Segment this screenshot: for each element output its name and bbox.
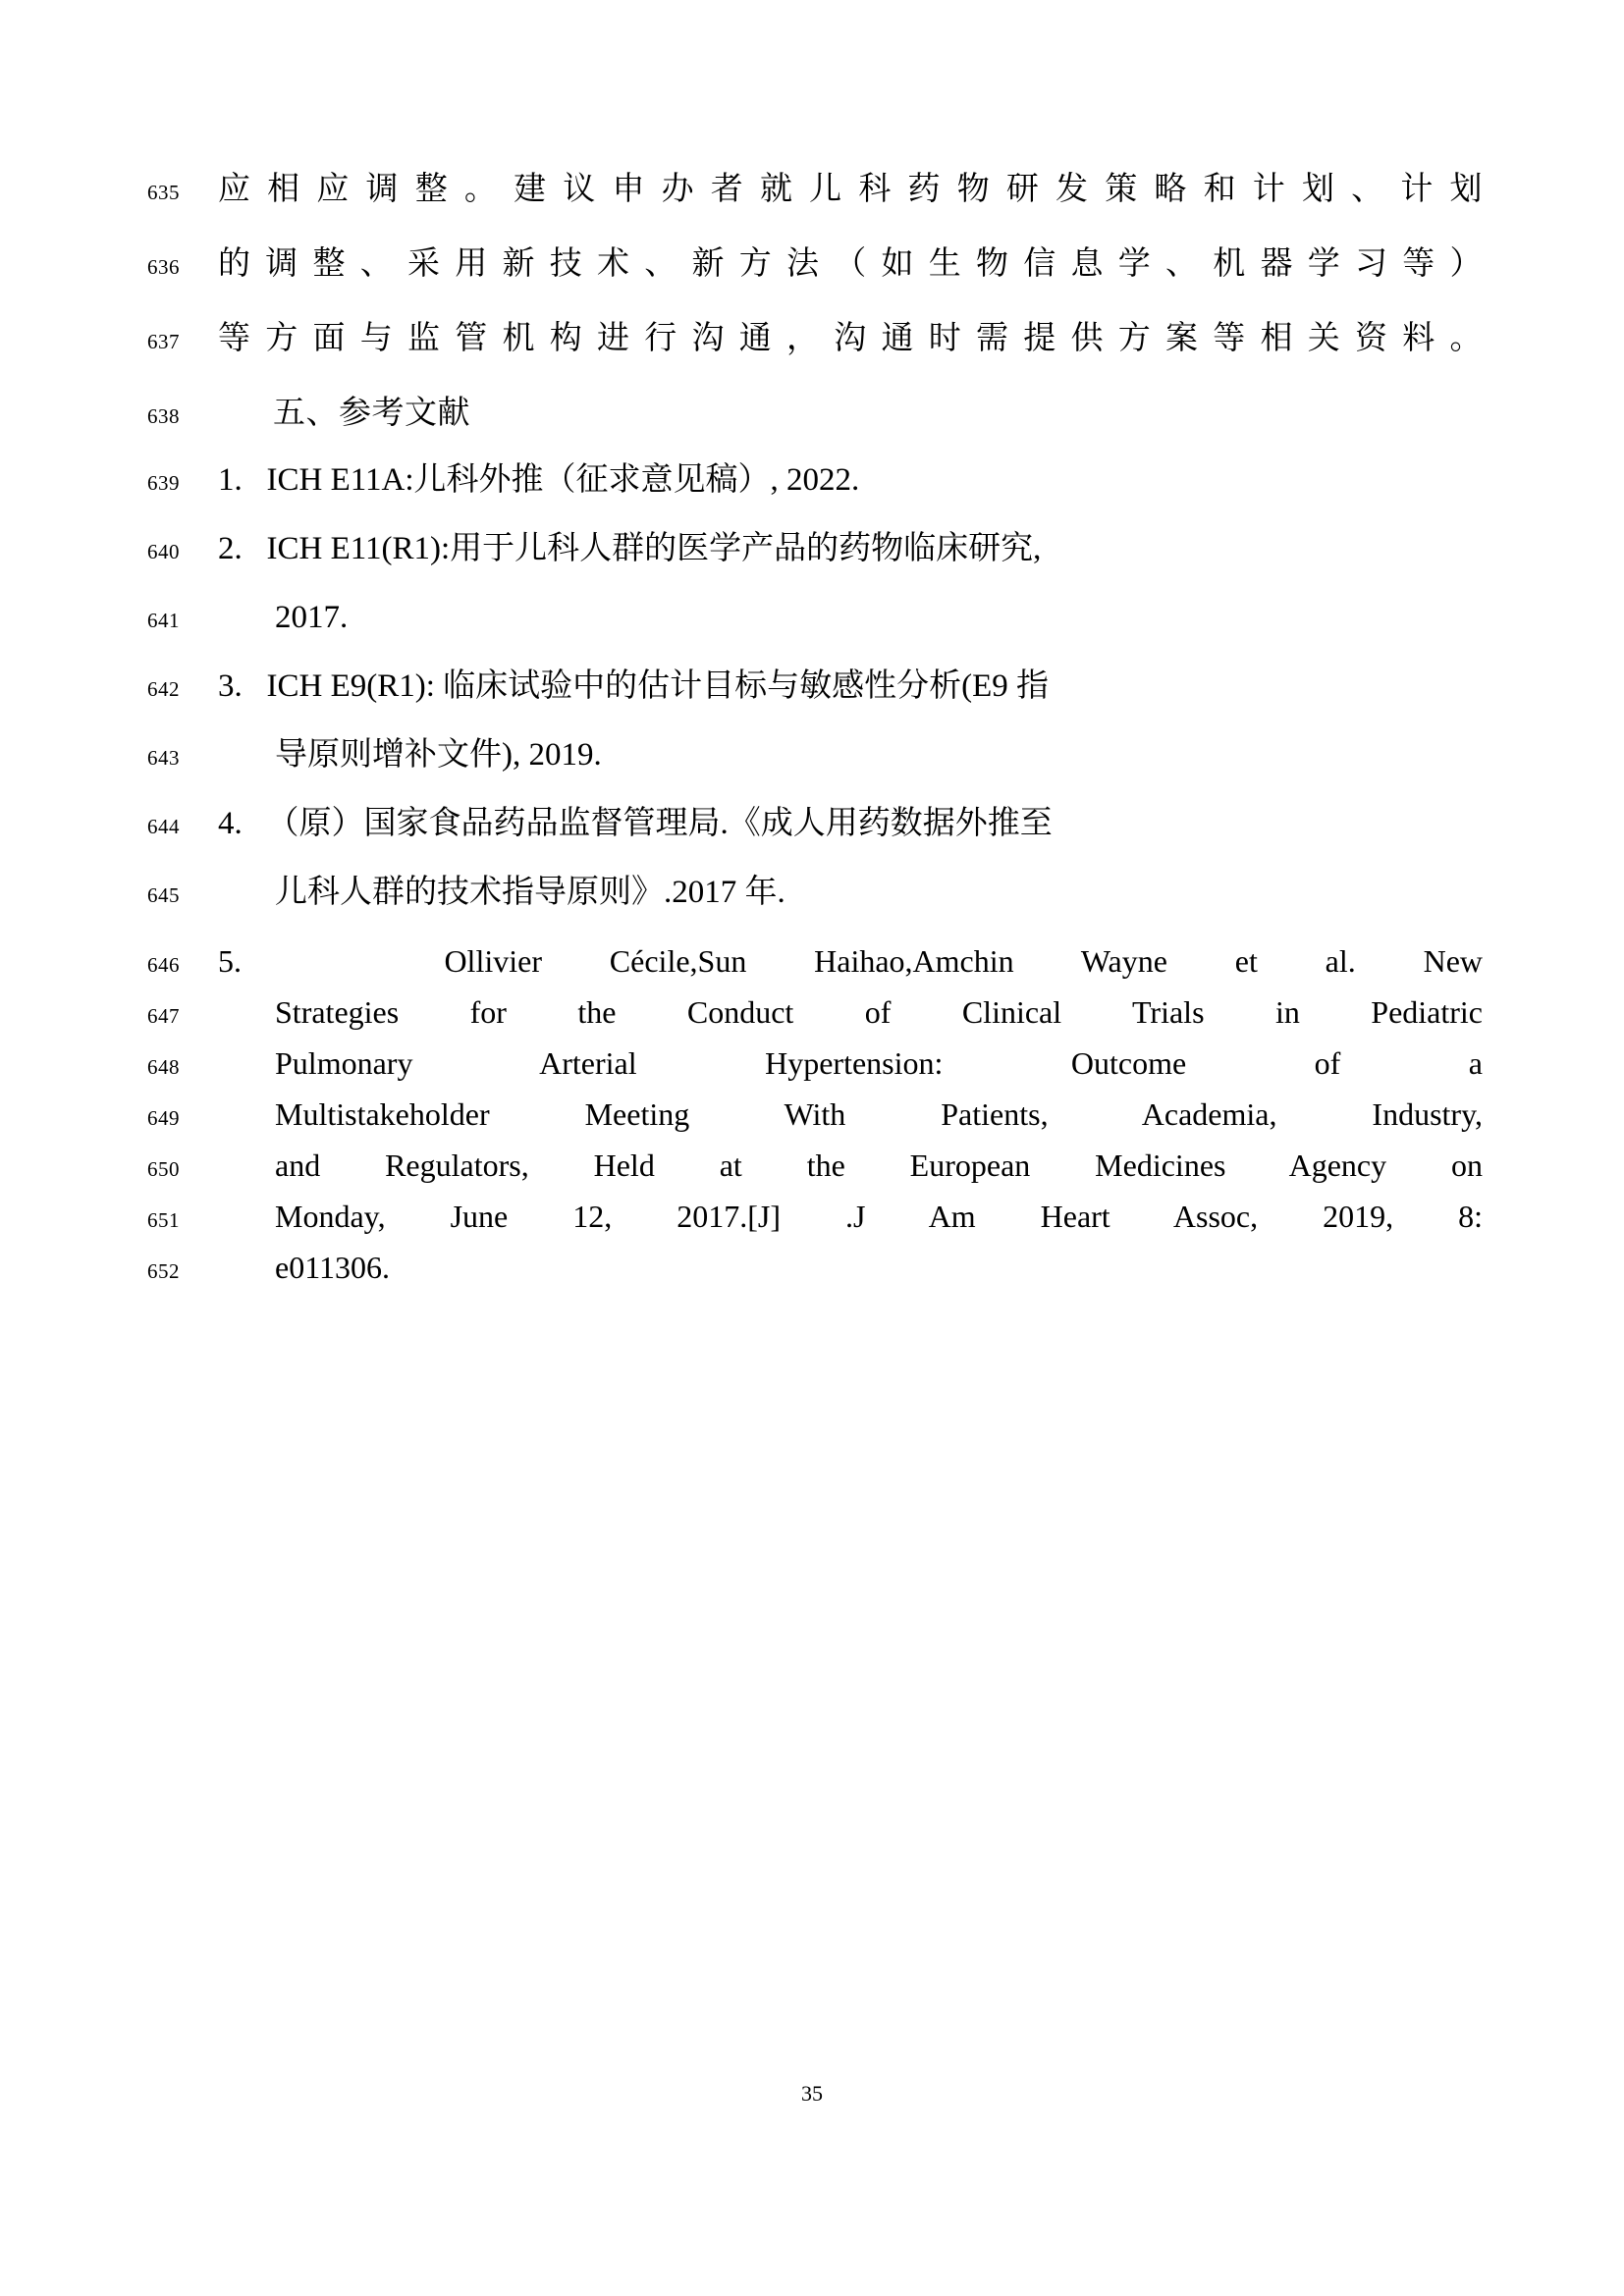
line-text: 2. ICH E11(R1):用于儿科人群的医学产品的药物临床研究, (218, 531, 1042, 566)
line-number: 642 (147, 677, 180, 701)
line-text: 4. （原）国家食品药品监督管理局.《成人用药数据外推至 (218, 806, 1053, 841)
line-text: 等方面与监管机构进行沟通，沟通时需提供方案等相关资料。 (218, 318, 1483, 356)
line-text: Multistakeholder Meeting With Patients, Academia, Industry, (275, 1096, 1483, 1132)
line-text: Monday, June 12, 2017.[J] .J Am Heart Assoc, 2019, 8: (275, 1199, 1483, 1234)
line-number: 644 (147, 815, 180, 838)
line-text: 导原则增补文件), 2019. (275, 737, 602, 773)
line-number: 638 (147, 404, 180, 428)
line-number: 648 (147, 1055, 180, 1079)
line-number: 643 (147, 746, 180, 770)
line-text: 2017. (275, 600, 349, 635)
line-number: 647 (147, 1004, 180, 1028)
reference-line (147, 996, 1483, 1047)
reference-line (147, 877, 1483, 945)
line-number: 651 (147, 1208, 180, 1232)
reference-line (147, 945, 1483, 996)
line-number: 641 (147, 609, 180, 632)
text-line (147, 318, 1483, 396)
line-text: 应相应调整。建议申办者就儿科药物研发策略和计划、计划 (218, 169, 1483, 207)
text-line (147, 169, 1483, 246)
line-text: Strategies for the Conduct of Clinical Trials in Pediatric (275, 994, 1483, 1030)
line-number: 646 (147, 953, 180, 977)
line-number: 640 (147, 540, 180, 563)
line-text: 1. ICH E11A:儿科外推（征求意见稿）, 2022. (218, 462, 860, 498)
line-number: 635 (147, 181, 180, 204)
reference-line (147, 533, 1483, 602)
reference-line (147, 464, 1483, 533)
line-number: 649 (147, 1106, 180, 1130)
line-text: e011306. (275, 1250, 391, 1285)
document-body (147, 169, 1483, 1303)
reference-line (147, 1047, 1483, 1098)
reference-line (147, 1252, 1483, 1303)
reference-line (147, 1098, 1483, 1149)
line-number: 637 (147, 330, 180, 353)
line-text: and Regulators, Held at the European Medicines Agency on (275, 1148, 1483, 1183)
section-heading-line (147, 393, 1483, 464)
line-text: 3. ICH E9(R1): 临床试验中的估计目标与敏感性分析(E9 指 (218, 668, 1050, 704)
reference-line (147, 808, 1483, 877)
line-number: 652 (147, 1259, 180, 1283)
reference-line (147, 1201, 1483, 1252)
line-number: 645 (147, 883, 180, 907)
reference-line (147, 670, 1483, 739)
line-text: 的调整、采用新技术、新方法（如生物信息学、机器学习等） (218, 243, 1483, 282)
reference-line (147, 602, 1483, 670)
text-line (147, 243, 1483, 321)
line-number: 636 (147, 255, 180, 279)
line-number: 650 (147, 1157, 180, 1181)
line-text: Pulmonary Arterial Hypertension: Outcome of a (275, 1045, 1483, 1081)
line-number: 639 (147, 471, 180, 495)
page-number: 35 (801, 2081, 823, 2106)
reference-line (147, 1149, 1483, 1201)
reference-line (147, 739, 1483, 808)
line-text: 5. Ollivier Cécile,Sun Haihao,Amchin Wayne et al. New (218, 943, 1483, 979)
section-heading: 五、参考文献 (273, 393, 470, 431)
line-text: 儿科人群的技术指导原则》.2017 年. (275, 875, 785, 910)
